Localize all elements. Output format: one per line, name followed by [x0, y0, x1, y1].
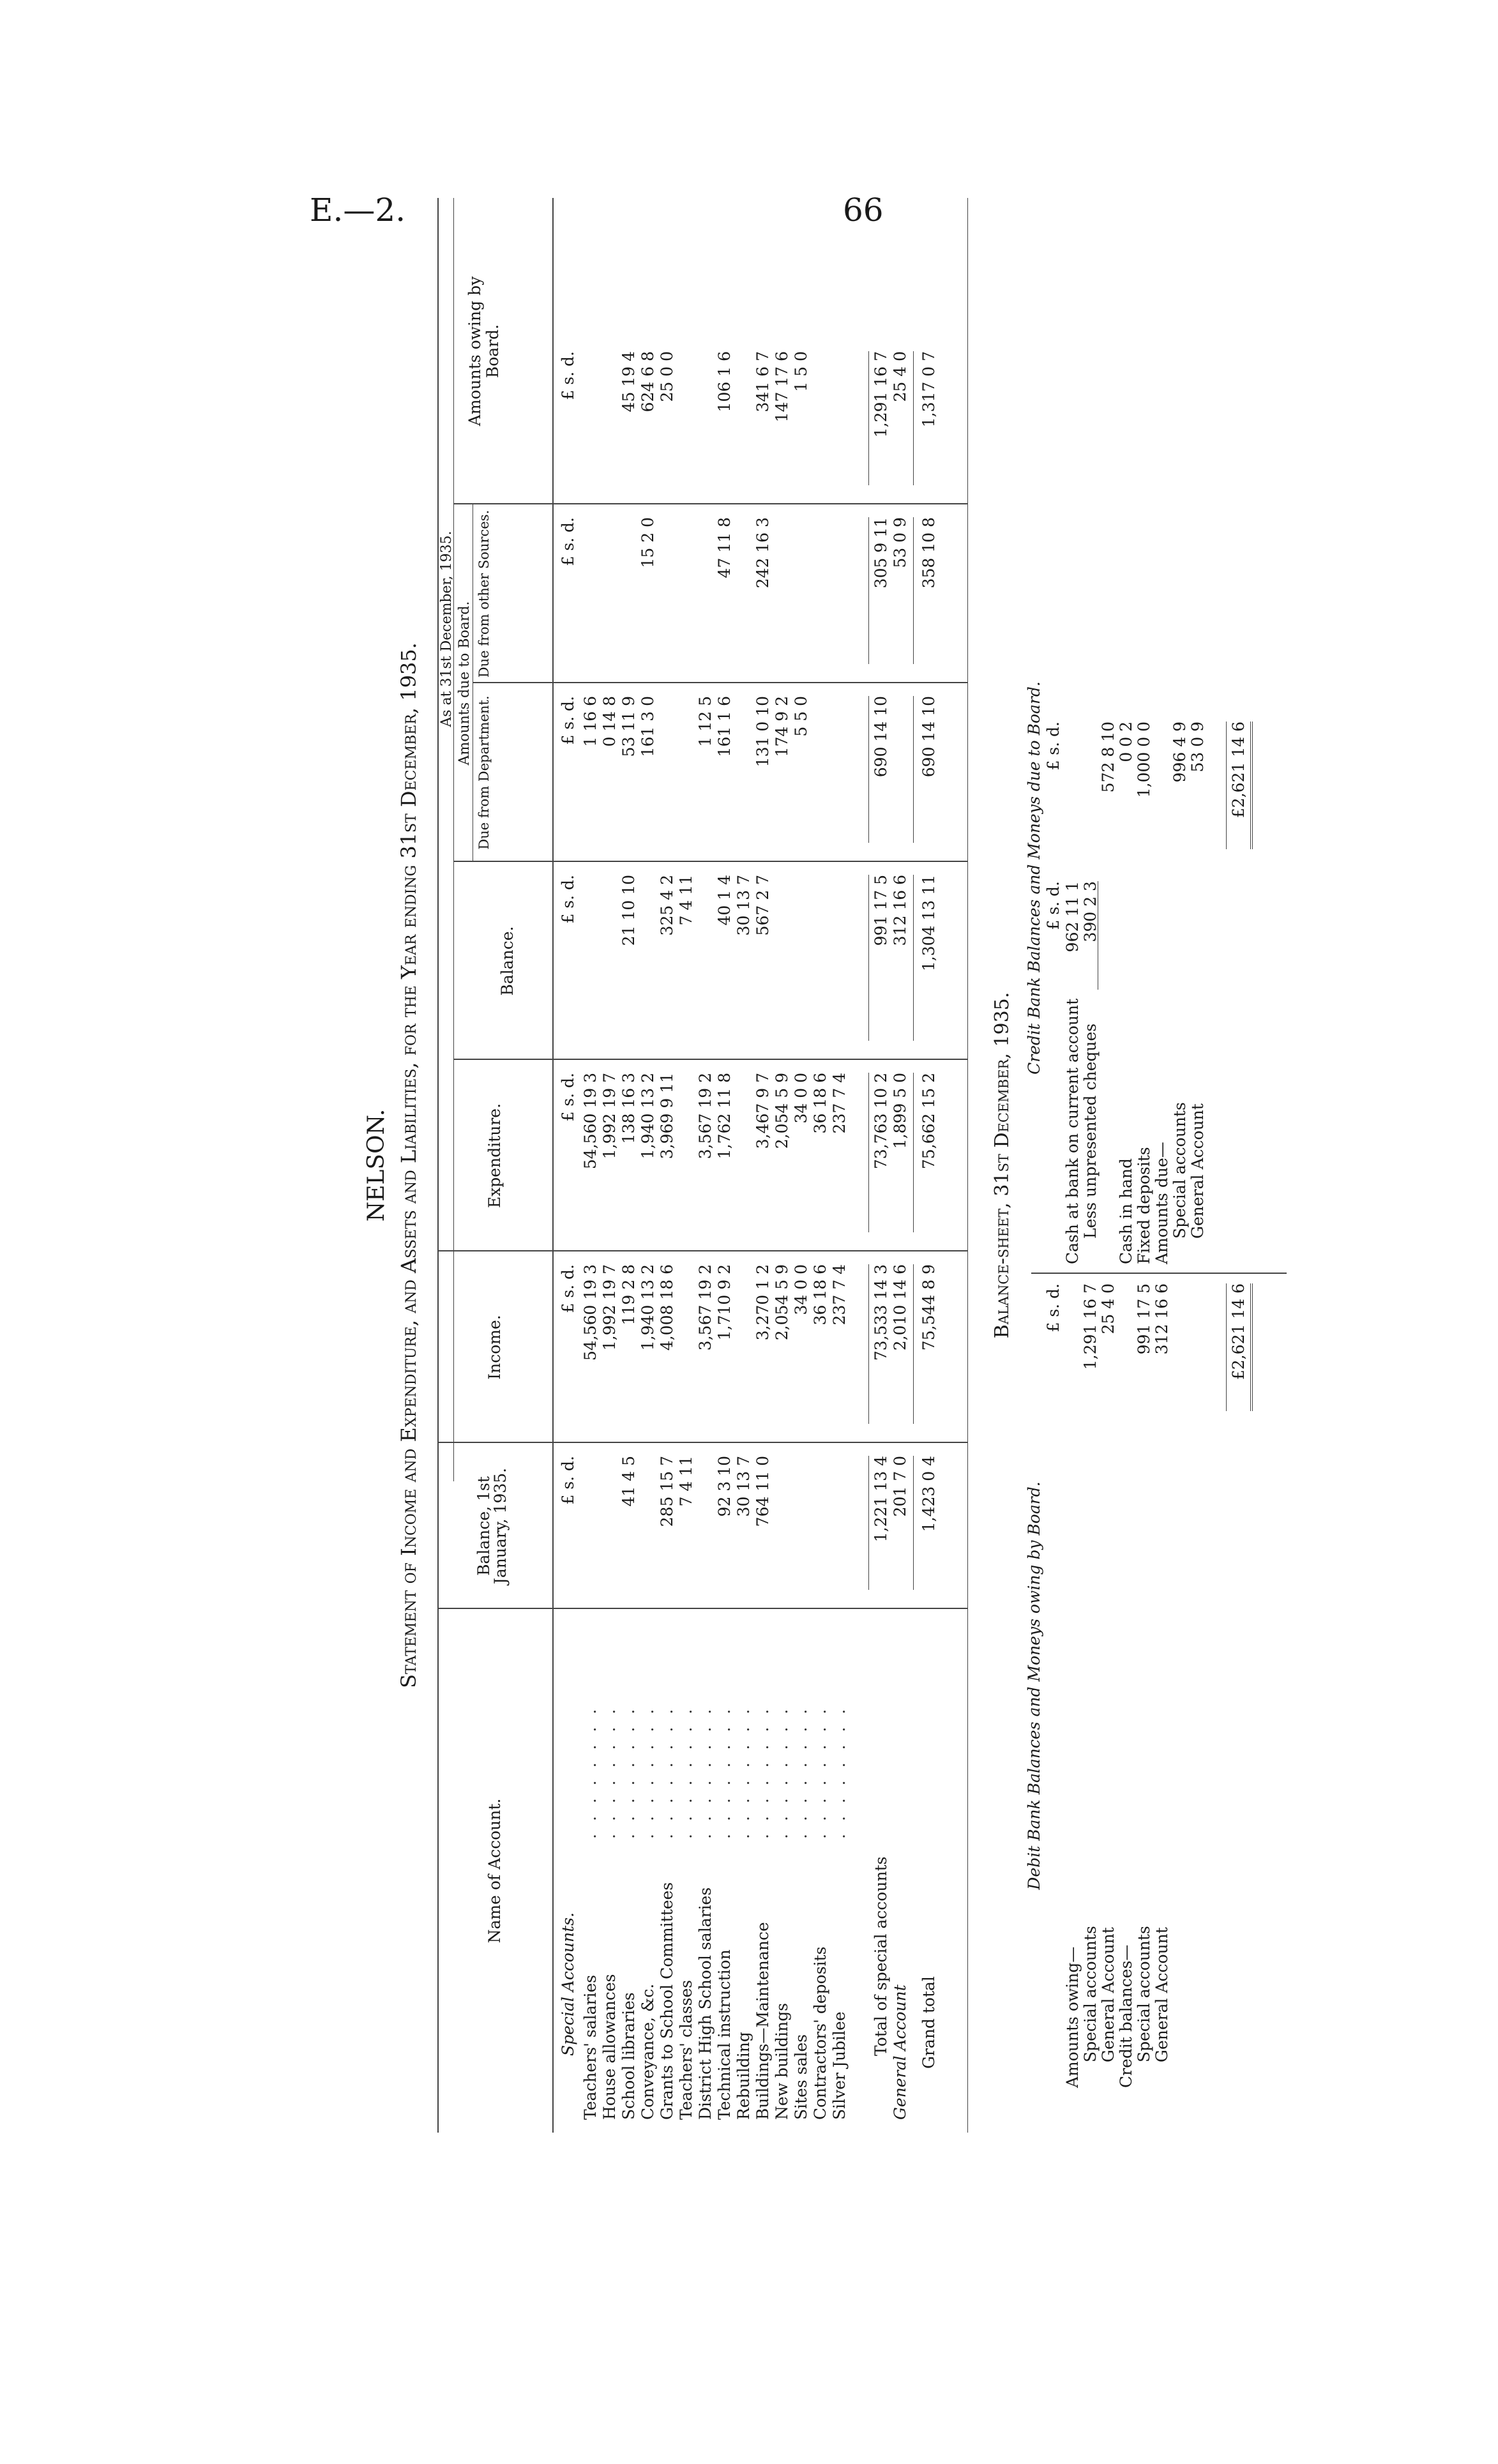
- rotated-page-content: [354, 198, 1440, 2133]
- total-rule: [913, 875, 914, 1041]
- cell-owing: 341 6 7: [753, 351, 772, 412]
- cell-dept: 53 11 9: [619, 696, 638, 757]
- credit-line-label: General Account: [1188, 1103, 1207, 1239]
- cell-owing: 1,291 16 7: [872, 351, 890, 438]
- cell-dept: 0 14 8: [600, 696, 619, 747]
- cell-bal: 325 4 2: [658, 875, 676, 936]
- total-rule: [913, 1073, 914, 1232]
- col-header-name: Name of Account.: [485, 1798, 504, 1944]
- table-header-rule: [552, 198, 554, 2133]
- credit-total-rule: [1226, 722, 1227, 849]
- leader-dots: . . . . . . . .: [792, 1705, 810, 1839]
- row-name: Contractors' deposits: [811, 1946, 829, 2120]
- page-number: 66: [843, 192, 884, 229]
- row-name: Teachers' classes: [677, 1979, 695, 2120]
- units-label: £ s. d.: [559, 517, 577, 566]
- cell-income: 54,560 19 3: [581, 1264, 600, 1361]
- row-name: Teachers' salaries: [581, 1974, 600, 2120]
- row-name: Total of special accounts: [872, 1856, 890, 2056]
- col-header-due-other: Due from other Sources.: [476, 510, 492, 678]
- cell-income: 3,567 19 2: [696, 1264, 715, 1351]
- total-rule: [868, 1073, 869, 1232]
- total-rule: [913, 517, 914, 664]
- credit-line-label: Special accounts: [1170, 1102, 1189, 1239]
- cell-dept: 174 9 2: [773, 696, 791, 757]
- cell-exp: 3,969 9 11: [658, 1073, 676, 1160]
- leader-dots: . . . . . . . .: [677, 1705, 695, 1839]
- cell-dept: 131 0 10: [753, 696, 772, 767]
- total-rule: [913, 1456, 914, 1590]
- total-rule: [868, 351, 869, 485]
- credit-total: £2,621 14 6: [1229, 722, 1248, 819]
- row-name: School libraries: [619, 1992, 638, 2120]
- cell-dept: 161 3 0: [639, 696, 657, 757]
- total-rule: [913, 351, 914, 485]
- cell-owing: 1,317 0 7: [919, 351, 938, 428]
- balance-sheet-divider: [1031, 1273, 1287, 1274]
- col-header-expenditure: Expenditure.: [485, 1103, 504, 1209]
- cell-bal: 21 10 10: [619, 875, 638, 946]
- cell-income: 3,270 1 2: [753, 1264, 772, 1341]
- cell-dept: 1 16 6: [581, 696, 600, 747]
- debit-line-amount: 991 17 5: [1135, 1283, 1153, 1355]
- cell-exp: 34 0 0: [792, 1073, 810, 1124]
- cell-other: 305 9 11: [872, 517, 890, 589]
- statement-title: Statement of Income and Expenditure, and Assets and Liabilities, for the Year ending 31st December, 1935.: [397, 642, 421, 1688]
- credit-line-label: Less unpresented cheques: [1081, 1023, 1100, 1239]
- cell-exp: 1,899 5 0: [891, 1073, 909, 1149]
- row-name: House allowances: [600, 1974, 619, 2120]
- row-name: Grants to School Committees: [658, 1882, 676, 2120]
- credit-line-amount: 996 4 9: [1170, 722, 1189, 783]
- debit-line-label: Special accounts: [1135, 1926, 1153, 2062]
- credit-line-label: Cash at bank on current account: [1063, 998, 1082, 1264]
- cell-owing: 147 17 6: [773, 351, 791, 423]
- row-name: Technical instruction: [715, 1949, 734, 2120]
- row-name: Sites sales: [792, 2034, 810, 2120]
- credit-line-amount: 0 0 2: [1117, 722, 1135, 762]
- cell-bal-jan: 201 7 0: [891, 1456, 909, 1517]
- total-rule: [868, 1264, 869, 1424]
- col-header-due-dept: Due from Department.: [476, 695, 492, 850]
- table-bottom-rule: [967, 198, 968, 2133]
- col-header-balance: Balance.: [498, 926, 517, 996]
- debit-line-amount: 25 4 0: [1099, 1283, 1117, 1334]
- cell-income: 73,533 14 3: [872, 1264, 890, 1361]
- cell-income: 36 18 6: [811, 1264, 829, 1326]
- col-header-amounts-due: Amounts due to Board.: [457, 601, 473, 766]
- cell-income: 2,054 5 9: [773, 1264, 791, 1341]
- cell-other: 15 2 0: [639, 517, 657, 568]
- cell-exp: 73,763 10 2: [872, 1073, 890, 1170]
- cell-bal-jan: 30 13 7: [734, 1456, 753, 1517]
- leader-dots: . . . . . . . .: [773, 1705, 791, 1839]
- row-name: Buildings—Maintenance: [753, 1922, 772, 2120]
- cell-bal: 1,304 13 11: [919, 875, 938, 972]
- cell-income: 237 7 4: [830, 1264, 849, 1326]
- leader-dots: . . . . . . . .: [830, 1705, 849, 1839]
- debit-line-label: Credit balances—: [1117, 1944, 1135, 2088]
- col-header-owing: Amounts owing by Board.: [465, 276, 502, 427]
- leader-dots: . . . . . . . .: [753, 1705, 772, 1839]
- cell-income: 34 0 0: [792, 1264, 810, 1315]
- total-rule: [868, 1456, 869, 1590]
- special-accounts-heading: Special Accounts.: [559, 1912, 577, 2056]
- credit-line-amount: 53 0 9: [1188, 722, 1207, 773]
- credit-line-label: Fixed deposits: [1135, 1147, 1153, 1264]
- debit-units: £ s. d.: [1044, 1283, 1063, 1333]
- credit-line-amount: 572 8 10: [1099, 722, 1117, 793]
- units-label: £ s. d.: [559, 1456, 577, 1505]
- total-rule: [868, 696, 869, 843]
- row-name: District High School salaries: [696, 1887, 715, 2120]
- cell-dept: 161 1 6: [715, 696, 734, 757]
- debit-total: £2,621 14 6: [1229, 1283, 1248, 1380]
- cell-other: 47 11 8: [715, 517, 734, 578]
- cell-exp: 1,992 19 7: [600, 1073, 619, 1160]
- cell-exp: 2,054 5 9: [773, 1073, 791, 1149]
- cell-exp: 138 16 3: [619, 1073, 638, 1144]
- leader-dots: . . . . . . . .: [581, 1705, 600, 1839]
- cell-owing: 1 5 0: [792, 351, 810, 392]
- cell-bal-jan: 7 4 11: [677, 1456, 695, 1507]
- cell-exp: 3,567 19 2: [696, 1073, 715, 1160]
- col-header-balance-jan: Balance, 1st January, 1935.: [474, 1467, 510, 1585]
- credit-line-label: Amounts due—: [1153, 1142, 1171, 1264]
- leader-dots: . . . . . . . .: [619, 1705, 638, 1839]
- cell-income: 2,010 14 6: [891, 1264, 909, 1351]
- cell-bal: 312 16 6: [891, 875, 909, 946]
- cell-other: 358 10 8: [919, 517, 938, 589]
- row-name: Rebuilding: [734, 2032, 753, 2120]
- cell-bal: 30 13 7: [734, 875, 753, 936]
- cell-dept: 5 5 0: [792, 696, 810, 737]
- cell-owing: 624 6 8: [639, 351, 657, 412]
- total-rule: [868, 875, 869, 1041]
- total-rule: [913, 1264, 914, 1424]
- credit-line-label: Cash in hand: [1117, 1158, 1135, 1264]
- cell-exp: 1,762 11 8: [715, 1073, 734, 1160]
- cell-exp: 1,940 13 2: [639, 1073, 657, 1160]
- cell-dept: 1 12 5: [696, 696, 715, 747]
- cell-income: 1,940 13 2: [639, 1264, 657, 1351]
- row-name: General Account: [891, 1984, 909, 2120]
- credit-heading: Credit Bank Balances and Moneys due to Board.: [1025, 681, 1043, 1075]
- cell-income: 1,992 19 7: [600, 1264, 619, 1351]
- cell-bal: 7 4 11: [677, 875, 695, 926]
- col-header-income: Income.: [485, 1315, 504, 1380]
- debit-line-label: General Account: [1099, 1927, 1117, 2062]
- document-reference: E.—2.: [310, 192, 406, 229]
- units-label: £ s. d.: [559, 696, 577, 745]
- row-name: New buildings: [773, 2002, 791, 2120]
- cell-bal-jan: 285 15 7: [658, 1456, 676, 1527]
- leader-dots: . . . . . . . .: [658, 1705, 676, 1839]
- debit-line-amount: 312 16 6: [1153, 1283, 1171, 1355]
- leader-dots: . . . . . . . .: [734, 1705, 753, 1839]
- row-name: Grand total: [919, 1976, 938, 2069]
- credit-total-double-rule: [1250, 722, 1253, 849]
- debit-line-label: Amounts owing—: [1063, 1946, 1082, 2088]
- debit-total-double-rule: [1250, 1283, 1253, 1411]
- total-rule: [868, 517, 869, 664]
- cell-bal: 991 17 5: [872, 875, 890, 946]
- leader-dots: . . . . . . . .: [600, 1705, 619, 1839]
- cell-exp: 54,560 19 3: [581, 1073, 600, 1170]
- cell-exp: 3,467 9 7: [753, 1073, 772, 1149]
- cell-owing: 25 0 0: [658, 351, 676, 402]
- cell-income: 75,544 8 9: [919, 1264, 938, 1351]
- cell-income: 1,710 9 2: [715, 1264, 734, 1341]
- cell-dept: 690 14 10: [872, 696, 890, 778]
- cell-income: 4,008 18 6: [658, 1264, 676, 1351]
- cell-bal-jan: 1,221 13 4: [872, 1456, 890, 1543]
- units-label: £ s. d.: [559, 1264, 577, 1313]
- cell-owing: 25 4 0: [891, 351, 909, 402]
- col-header-as-at: As at 31st December, 1935.: [439, 531, 455, 727]
- region-title: NELSON.: [363, 1108, 390, 1222]
- cell-bal-jan: 1,423 0 4: [919, 1456, 938, 1532]
- cell-owing: 45 19 4: [619, 351, 638, 412]
- total-rule: [913, 696, 914, 843]
- cell-bal-jan: 764 11 0: [753, 1456, 772, 1527]
- units-label: £ s. d.: [559, 1073, 577, 1122]
- cell-owing: 106 1 6: [715, 351, 734, 412]
- debit-line-label: Special accounts: [1081, 1926, 1100, 2062]
- cell-bal-jan: 92 3 10: [715, 1456, 734, 1517]
- cell-exp: 36 18 6: [811, 1073, 829, 1134]
- cell-bal-jan: 41 4 5: [619, 1456, 638, 1507]
- leader-dots: . . . . . . . .: [696, 1705, 715, 1839]
- credit-line-subamount: 390 2 3: [1081, 881, 1100, 942]
- cell-exp: 75,662 15 2: [919, 1073, 938, 1170]
- units-label: £ s. d.: [559, 351, 577, 400]
- debit-line-label: General Account: [1153, 1927, 1171, 2062]
- leader-dots: . . . . . . . .: [715, 1705, 734, 1839]
- credit-units: £ s. d.: [1044, 722, 1063, 771]
- debit-heading: Debit Bank Balances and Moneys owing by Board.: [1025, 1481, 1043, 1890]
- row-name: Conveyance, &c.: [639, 1983, 657, 2120]
- cell-other: 53 0 9: [891, 517, 909, 568]
- debit-line-amount: 1,291 16 7: [1081, 1283, 1100, 1370]
- balance-sheet-title: Balance-sheet, 31st December, 1935.: [991, 992, 1013, 1339]
- units-label: £ s. d.: [559, 875, 577, 924]
- credit-line-subamount: 962 11 1: [1063, 881, 1082, 953]
- cell-other: 242 16 3: [753, 517, 772, 589]
- cell-income: 119 2 8: [619, 1264, 638, 1326]
- row-name: Silver Jubilee: [830, 2011, 849, 2120]
- leader-dots: . . . . . . . .: [811, 1705, 829, 1839]
- cell-exp: 237 7 4: [830, 1073, 849, 1134]
- debit-total-rule: [1226, 1283, 1227, 1411]
- cell-bal: 40 1 4: [715, 875, 734, 926]
- leader-dots: . . . . . . . .: [639, 1705, 657, 1839]
- credit-sub-units: £ s. d.: [1044, 881, 1063, 930]
- credit-line-amount: 1,000 0 0: [1135, 722, 1153, 798]
- cell-dept: 690 14 10: [919, 696, 938, 778]
- cell-bal: 567 2 7: [753, 875, 772, 936]
